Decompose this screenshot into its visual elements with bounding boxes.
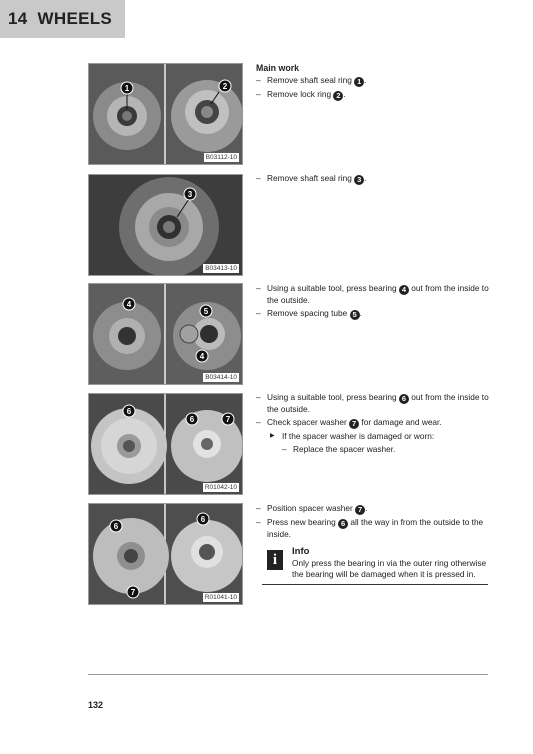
reference-number-badge: 6 [399, 394, 409, 404]
step-text-end: . [343, 89, 346, 99]
figure-illustration [89, 175, 243, 276]
reference-number-badge: 7 [349, 419, 359, 429]
step-dash: – [256, 517, 261, 527]
step-text-end: out from the inside to the outside. [267, 392, 489, 414]
step-check-spacer-washer [256, 417, 490, 429]
figure-code: R01041-10 [204, 594, 237, 601]
step-press-new-bearing [256, 517, 490, 540]
figure-marker: 6 [189, 415, 195, 424]
step-press-bearing-out [256, 392, 490, 415]
figure-marker: 4 [199, 352, 205, 361]
step-dash: – [256, 308, 261, 318]
info-note [262, 546, 488, 585]
step-dash: – [256, 89, 261, 99]
substep-text: Replace the spacer washer. [293, 444, 396, 454]
reference-number-badge: 3 [354, 175, 364, 185]
step-dash: – [256, 173, 261, 183]
figure-illustration [89, 504, 243, 605]
footer-divider [88, 674, 488, 675]
step-text-end: for damage and wear. [361, 417, 442, 427]
step-text-end: . [359, 308, 362, 318]
figure-marker: 6 [126, 407, 132, 416]
step-text: Position spacer washer [267, 503, 353, 513]
step-text: Using a suitable tool, press bearing [267, 283, 397, 293]
figure-press-new-bearing [88, 503, 243, 605]
main-work-block-1 [256, 63, 490, 103]
chapter-number: 14 [8, 9, 28, 28]
step-text: Remove shaft seal ring [267, 173, 352, 183]
figure-marker: 3 [187, 190, 193, 199]
condition-item [256, 431, 490, 442]
step-text: Check spacer washer [267, 417, 347, 427]
figure-marker: 6 [113, 522, 119, 531]
figure-code: B03414-10 [205, 374, 237, 381]
figure-illustration [89, 64, 243, 165]
step-dash: – [256, 503, 261, 513]
step-remove-shaft-seal-ring [256, 75, 490, 87]
figure-marker: 6 [200, 515, 206, 524]
info-title: Info [292, 546, 310, 557]
figure-marker: 2 [222, 82, 228, 91]
step-text-end: . [365, 503, 368, 513]
step-remove-lock-ring [256, 89, 490, 101]
figure-illustration [89, 394, 243, 495]
figure-code: B03112-10 [205, 154, 237, 161]
figure-remove-seal-and-lock-ring [88, 63, 243, 165]
main-work-heading: Main work [256, 63, 300, 73]
step-text: Using a suitable tool, press bearing [267, 392, 397, 402]
figure-press-bearing-4 [88, 283, 243, 385]
condition-text: If the spacer washer is damaged or worn: [282, 431, 435, 441]
figure-marker: 5 [203, 307, 209, 316]
substep-replace-spacer-washer [256, 444, 490, 455]
reference-number-badge: 4 [399, 285, 409, 295]
step-position-spacer-washer [256, 503, 490, 515]
main-work-block-5 [256, 503, 490, 542]
step-dash: – [256, 75, 261, 85]
reference-number-badge: 5 [350, 310, 360, 320]
step-dash: – [256, 283, 261, 293]
main-work-block-2 [256, 173, 490, 187]
reference-number-badge: 7 [355, 505, 365, 515]
reference-number-badge: 6 [338, 519, 348, 529]
chapter-title: WHEELS [37, 9, 113, 28]
step-text-end: out from the inside to the outside. [267, 283, 489, 305]
reference-number-badge: 1 [354, 77, 364, 87]
figure-marker: 1 [124, 84, 130, 93]
figure-marker: 7 [225, 415, 231, 424]
step-text: Press new bearing [267, 517, 336, 527]
page-number: 132 [88, 700, 104, 710]
main-work-block-4 [256, 392, 490, 457]
figure-illustration [89, 284, 243, 385]
info-icon: i [267, 550, 283, 570]
figure-code: B03413-10 [205, 265, 237, 272]
step-text: Remove lock ring [267, 89, 332, 99]
figure-marker: 4 [126, 300, 132, 309]
step-text: Remove shaft seal ring [267, 75, 352, 85]
figure-remove-seal-ring-3 [88, 174, 243, 276]
step-text-end: . [364, 173, 367, 183]
step-dash: – [282, 444, 287, 454]
condition-triangle-icon: ▶ [270, 433, 275, 439]
step-text: Remove spacing tube [267, 308, 348, 318]
step-dash: – [256, 392, 261, 402]
info-text: Only press the bearing in via the outer ring otherwise the bearing will be damaged when it is pressed in. [292, 558, 487, 579]
reference-number-badge: 2 [333, 91, 343, 101]
main-work-block-3 [256, 283, 490, 322]
step-text-end: . [364, 75, 367, 85]
step-press-bearing-out [256, 283, 490, 306]
step-dash: – [256, 417, 261, 427]
step-remove-shaft-seal-ring [256, 173, 490, 185]
figure-code: R01042-10 [204, 484, 237, 491]
figure-marker: 7 [130, 588, 136, 597]
chapter-header [0, 0, 125, 38]
step-text-end: all the way in from the outside to the inside. [267, 517, 484, 539]
figure-press-bearing-6 [88, 393, 243, 495]
step-remove-spacing-tube [256, 308, 490, 320]
